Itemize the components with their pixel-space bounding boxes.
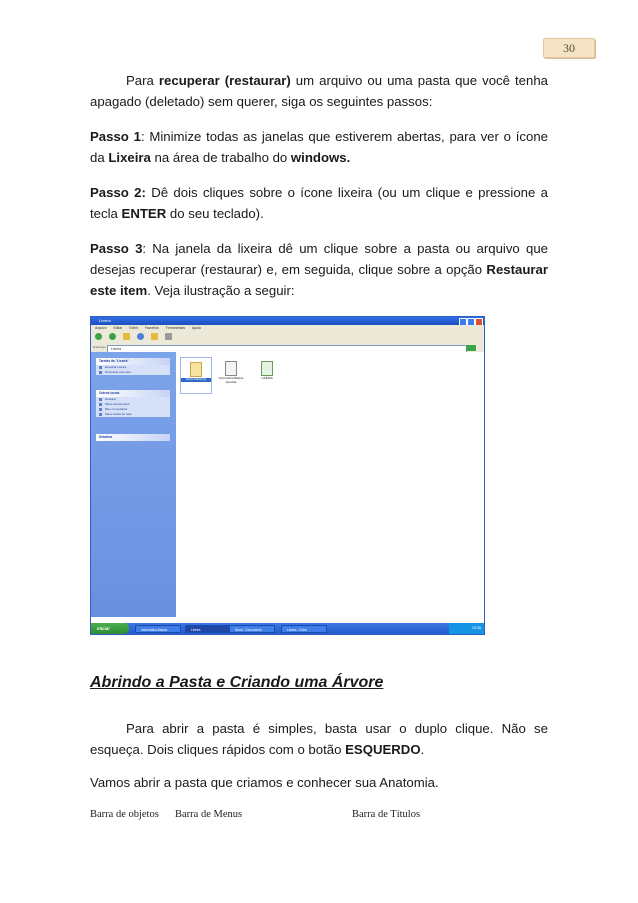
window-titlebar xyxy=(91,317,484,325)
step2-text-2: do seu teclado). xyxy=(166,206,264,221)
step1-bold-windows: windows. xyxy=(290,150,351,165)
section-heading: Abrindo a Pasta e Criando uma Árvore xyxy=(90,674,384,691)
address-bar xyxy=(91,343,484,352)
taskbar xyxy=(91,623,484,634)
step1-bold-lixeira: Lixeira xyxy=(108,150,151,165)
step2-bold-enter: ENTER xyxy=(121,206,167,221)
anatomy-paragraph: Vamos abrir a pasta que criamos e conhecer sua Anatomia. xyxy=(90,775,439,790)
desktop-link: Desktop xyxy=(96,397,170,402)
search-icon xyxy=(137,333,144,340)
panel-title: Tarefas da "Lixeira" xyxy=(96,358,170,365)
step1-text-1: : Minimize todas as janelas que estiverem abertas, para ver o ícone da xyxy=(90,129,549,165)
open-folder-paragraph xyxy=(90,718,548,760)
menu-favoritos: Favoritos xyxy=(144,326,159,330)
taskbar-item: Word - Documento xyxy=(229,625,275,633)
panel-title: Detalhes xyxy=(96,434,170,441)
para2-bold-esquerdo: ESQUERDO xyxy=(345,742,421,757)
step2-text-1: Dê dois cliques sobre o ícone lixeira (ou um clique e pressione a tecla xyxy=(90,185,548,221)
para2-text-2: . xyxy=(420,742,425,757)
details-panel xyxy=(96,434,170,441)
step3-text-2: . Veja ilustração a seguir: xyxy=(147,283,295,298)
footer-label-objetos: Barra de objetos xyxy=(90,809,159,820)
panel-title: Outros locais xyxy=(96,390,170,397)
footer-label-titulos: Barra de Títulos xyxy=(352,809,421,820)
system-clock: 19:35 xyxy=(449,623,484,634)
step2-paragraph xyxy=(90,182,548,224)
recycle-tasks-panel xyxy=(96,358,170,375)
restore-item-link: Restaurar este item xyxy=(96,370,170,375)
file-label: LIXEIRA xyxy=(261,376,273,380)
menu-exibir: Exibir xyxy=(129,326,138,330)
step1-text-2: na área de trabalho do xyxy=(150,150,291,165)
empty-bin-link: Esvaziar Lixeira xyxy=(96,365,170,370)
para2-text-1: Para abrir a pasta é simples, basta usar o duplo clique. Não se esqueça. Dois cliques rápidos com o botão xyxy=(90,721,548,757)
step2-label: Passo 2: xyxy=(90,185,146,200)
footer-labels xyxy=(90,809,550,825)
file-area xyxy=(176,352,484,617)
address-field: Lixeira xyxy=(107,345,467,353)
menu-ferramentas: Ferramentas xyxy=(165,326,186,330)
footer-label-menus: Barra de Menus xyxy=(175,809,243,820)
forward-icon xyxy=(109,333,116,340)
folders-icon xyxy=(151,333,158,340)
step3-text-1: : Na janela da lixeira dê um clique sobre a pasta ou arquivo que desejas recuperar (restaurar) e, em seguida, clique sobre a opção xyxy=(90,241,548,277)
back-icon xyxy=(95,333,102,340)
other-places-panel xyxy=(96,390,170,417)
spreadsheet-icon xyxy=(261,361,273,376)
up-folder-icon xyxy=(123,333,130,340)
my-computer-link: Meu computador xyxy=(96,407,170,412)
go-button xyxy=(466,345,476,351)
deleted-folder-item xyxy=(180,357,212,394)
intro-text-2: um arquivo ou uma pasta que você tenha apagado (deletado) sem querer, siga os seguintes passos: xyxy=(90,73,548,109)
taskbar-item: Lixeira - Paint xyxy=(281,625,327,633)
taskbar-item: Lixeira xyxy=(185,625,231,633)
file-label: Nova Pasta (2) xyxy=(181,378,211,382)
menu-ajuda: Ajuda xyxy=(192,326,201,330)
task-sidebar xyxy=(91,352,176,617)
start-button: Iniciar xyxy=(91,623,129,634)
intro-text-1: Para xyxy=(126,73,159,88)
step1-label: Passo 1 xyxy=(90,129,141,144)
step3-bold-restaurar: Restaurar este item xyxy=(90,262,548,298)
recycle-bin-screenshot xyxy=(90,316,485,635)
menu-arquivo: Arquivo xyxy=(95,326,107,330)
window-title: Lixeira xyxy=(99,318,111,323)
file-label: Informática Básica Apostila xyxy=(218,376,244,384)
address-label: Endereço xyxy=(93,345,106,349)
step1-paragraph xyxy=(90,126,548,168)
step3-label: Passo 3 xyxy=(90,241,143,256)
intro-bold: recuperar (restaurar) xyxy=(158,73,291,88)
network-places-link: Meus locais de rede xyxy=(96,412,170,417)
page-number: 30 xyxy=(543,38,595,58)
intro-paragraph xyxy=(90,70,548,112)
taskbar-item: Informática Básica xyxy=(135,625,181,633)
deleted-file-item xyxy=(252,357,282,392)
my-documents-link: Meus documentos xyxy=(96,402,170,407)
document-icon xyxy=(225,361,237,376)
deleted-document-item xyxy=(216,357,246,392)
folder-icon xyxy=(190,362,202,377)
menu-editar: Editar xyxy=(113,326,123,330)
step3-paragraph xyxy=(90,238,548,301)
views-icon xyxy=(165,333,172,340)
